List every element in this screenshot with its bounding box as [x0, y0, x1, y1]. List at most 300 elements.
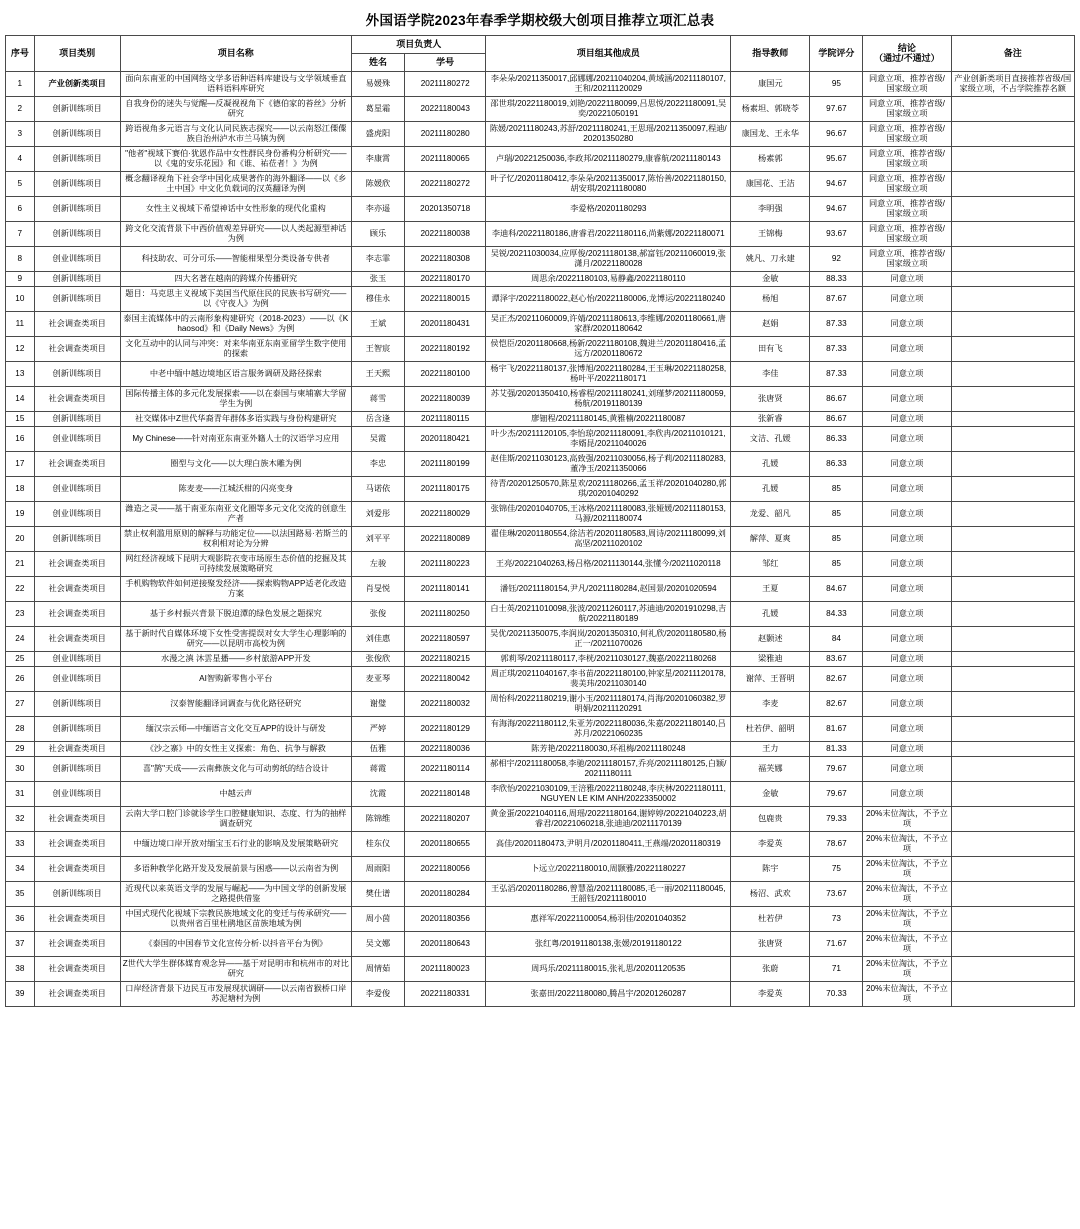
cell-leader-id: 20211180280 [404, 121, 486, 146]
cell-category: 创新训练项目 [34, 691, 120, 716]
cell-note [951, 271, 1075, 286]
cell-leader-name: 吴文娜 [352, 931, 405, 956]
cell-score: 79.33 [810, 806, 863, 831]
table-row [6, 856, 1075, 881]
cell-teacher: 杨沼、武欢 [731, 881, 810, 906]
cell-teacher: 康国花、王洁 [731, 171, 810, 196]
cell-conclusion: 20%末位淘汰，不予立项 [863, 831, 951, 856]
cell-members: 黄金蛋/20221040116,周瑶/20221180164,谢婷婷/20221040223,胡睿君/20221060218,张迪迪/20211170139 [486, 806, 731, 831]
cell-leader-id: 20221180042 [404, 666, 486, 691]
cell-conclusion: 同意立项 [863, 271, 951, 286]
cell-category: 创新训练项目 [34, 121, 120, 146]
cell-conclusion: 同意立项 [863, 411, 951, 426]
table-row [6, 146, 1075, 171]
cell-project-name: 陈麦麦——江城沃柑的闪亮变身 [120, 476, 351, 501]
table-row [6, 121, 1075, 146]
cell-category: 创新训练项目 [34, 881, 120, 906]
cell-leader-name: 刘佳惠 [352, 626, 405, 651]
cell-teacher: 李佳 [731, 361, 810, 386]
cell-score: 86.67 [810, 411, 863, 426]
cell-project-name: 《沙之寨》中的女性主义探索：角色、抗争与解救 [120, 741, 351, 756]
table-row [6, 96, 1075, 121]
cell-project-name: 手机购物软件如何逆接聚发经济——探索购物APP适老化改造方案 [120, 576, 351, 601]
cell-conclusion: 同意立项 [863, 716, 951, 741]
cell-members: 吴优/20211350075,李润岚/20201350310,何礼欣/20201180580,杨正一/20211070026 [486, 626, 731, 651]
cell-leader-id: 20201180284 [404, 881, 486, 906]
cell-leader-id: 20221180272 [404, 171, 486, 196]
cell-seq: 6 [6, 196, 35, 221]
cell-project-name: 社交媒体中Z世代华裔青年群体多语实践与身份构建研究 [120, 411, 351, 426]
cell-note [951, 246, 1075, 271]
cell-note [951, 476, 1075, 501]
cell-leader-id: 20221180043 [404, 96, 486, 121]
table-row [6, 71, 1075, 96]
cell-leader-name: 葛星霜 [352, 96, 405, 121]
cell-project-name: My Chinese——针对南亚东南亚外籍人士的汉语学习应用 [120, 426, 351, 451]
cell-seq: 25 [6, 651, 35, 666]
cell-score: 73 [810, 906, 863, 931]
cell-score: 85 [810, 526, 863, 551]
cell-score: 70.33 [810, 981, 863, 1006]
cell-category: 创业训练项目 [34, 246, 120, 271]
header-seq: 序号 [6, 36, 35, 72]
cell-note [951, 931, 1075, 956]
cell-leader-id: 20211180141 [404, 576, 486, 601]
cell-seq: 37 [6, 931, 35, 956]
cell-members: 有海海/20221180112,朱亚芳/20221180036,朱嘉/20221180140,吕苏月/20221060235 [486, 716, 731, 741]
cell-note [951, 856, 1075, 881]
cell-leader-name: 岳含逢 [352, 411, 405, 426]
cell-seq: 18 [6, 476, 35, 501]
cell-conclusion: 同意立项 [863, 476, 951, 501]
cell-score: 71 [810, 956, 863, 981]
cell-leader-name: 刘平平 [352, 526, 405, 551]
cell-project-name: 题目：马克思主义视域下美国当代原住民的民族书写研究——以《守夜人》为例 [120, 286, 351, 311]
cell-teacher: 王力 [731, 741, 810, 756]
cell-category: 社会调查类项目 [34, 956, 120, 981]
cell-teacher: 文洁、孔媛 [731, 426, 810, 451]
table-row [6, 956, 1075, 981]
cell-conclusion: 同意立项 [863, 311, 951, 336]
cell-teacher: 田有飞 [731, 336, 810, 361]
cell-conclusion: 同意立项 [863, 336, 951, 361]
cell-project-name: 女性主义视域下希望神话中女性形象的现代化重构 [120, 196, 351, 221]
cell-category: 创新训练项目 [34, 411, 120, 426]
cell-category: 社会调查类项目 [34, 856, 120, 881]
table-row [6, 906, 1075, 931]
cell-members: 王弘滔/20201180286,曾慧盈/20211180085,毛一丽/20211180045,王韶钰/20211180010 [486, 881, 731, 906]
cell-leader-id: 20221180056 [404, 856, 486, 881]
cell-leader-id: 20221180039 [404, 386, 486, 411]
cell-members: 郭莉琴/20211180117,李桄/20211030127,魏嘉/20221180268 [486, 651, 731, 666]
cell-category: 创新训练项目 [34, 221, 120, 246]
cell-conclusion: 同意立项 [863, 551, 951, 576]
table-row [6, 601, 1075, 626]
cell-members: 高佳/20201180473,尹明月/20201180411,王燕端/20201180319 [486, 831, 731, 856]
cell-category: 创新训练项目 [34, 361, 120, 386]
cell-teacher: 杨素郭 [731, 146, 810, 171]
cell-members: 周怡科/20221180219,谢小玉/20211180174,肖海/20201060382,罗明娟/20211120291 [486, 691, 731, 716]
cell-leader-id: 20211180023 [404, 956, 486, 981]
cell-score: 87.33 [810, 311, 863, 336]
cell-note [951, 146, 1075, 171]
cell-note [951, 171, 1075, 196]
cell-note [951, 691, 1075, 716]
cell-conclusion: 20%末位淘汰，不予立项 [863, 956, 951, 981]
cell-members: 陈媛/20211180243,苏舒/20211180241,王思瑶/20211350097,程迪/20201350280 [486, 121, 731, 146]
table-row [6, 221, 1075, 246]
cell-note [951, 651, 1075, 666]
cell-seq: 8 [6, 246, 35, 271]
cell-conclusion: 同意立项 [863, 451, 951, 476]
header-note: 备注 [951, 36, 1075, 72]
cell-project-name: 自我身份的迷失与觉醒—反凝视视角下《德伯家的苔丝》分析研究 [120, 96, 351, 121]
cell-teacher: 杨素坦、郭晓苓 [731, 96, 810, 121]
cell-project-name: 水漫之滇 沐雲星播——乡村旅游APP开发 [120, 651, 351, 666]
cell-score: 85 [810, 501, 863, 526]
cell-note [951, 781, 1075, 806]
cell-score: 75 [810, 856, 863, 881]
cell-leader-id: 20221180597 [404, 626, 486, 651]
cell-seq: 17 [6, 451, 35, 476]
header-conclusion-main: 结论 [897, 42, 916, 53]
cell-note: 产业创新类项目直接推荐省级/国家级立项，不占学院推荐名额 [951, 71, 1075, 96]
cell-category: 创新训练项目 [34, 171, 120, 196]
table-row [6, 666, 1075, 691]
cell-teacher: 张新睿 [731, 411, 810, 426]
cell-leader-id: 20201180421 [404, 426, 486, 451]
cell-leader-id: 20221180215 [404, 651, 486, 666]
cell-leader-name: 桂东仪 [352, 831, 405, 856]
cell-score: 81.33 [810, 741, 863, 756]
cell-teacher: 王锦梅 [731, 221, 810, 246]
cell-members: 惠祥军/20221100054,杨羽佳/20201040352 [486, 906, 731, 931]
cell-category: 社会调查类项目 [34, 741, 120, 756]
table-row [6, 411, 1075, 426]
cell-teacher: 福芙娜 [731, 756, 810, 781]
cell-members: 赵佳斯/20211030123,高致强/20211030056,杨子莉/20211180283,董净玉/20211350066 [486, 451, 731, 476]
cell-leader-id: 20221180036 [404, 741, 486, 756]
cell-conclusion: 同意立项、推荐省级/国家级立项 [863, 146, 951, 171]
cell-note [951, 526, 1075, 551]
header-members: 项目组其他成员 [486, 36, 731, 72]
cell-leader-id: 20211180223 [404, 551, 486, 576]
cell-conclusion: 20%末位淘汰，不予立项 [863, 806, 951, 831]
cell-conclusion: 同意立项 [863, 361, 951, 386]
cell-leader-id: 20221180192 [404, 336, 486, 361]
cell-project-name: 圈型与文化——以大理白族木雕为例 [120, 451, 351, 476]
table-row [6, 501, 1075, 526]
cell-note [951, 286, 1075, 311]
cell-leader-id: 20221180038 [404, 221, 486, 246]
cell-members: 侯恺臣/20201180668,杨新/20221180108,魏进兰/20201180416,孟远方/20201180672 [486, 336, 731, 361]
cell-seq: 5 [6, 171, 35, 196]
cell-seq: 23 [6, 601, 35, 626]
cell-members: 张嘉田/20221180080,腾昌宇/20201260287 [486, 981, 731, 1006]
cell-leader-id: 20221180100 [404, 361, 486, 386]
cell-leader-name: 刘爱彤 [352, 501, 405, 526]
cell-note [951, 311, 1075, 336]
cell-seq: 16 [6, 426, 35, 451]
cell-seq: 34 [6, 856, 35, 881]
cell-category: 创业训练项目 [34, 651, 120, 666]
cell-category: 社会调查类项目 [34, 336, 120, 361]
cell-members: 张红粤/20191180138,张媛/20191180122 [486, 931, 731, 956]
cell-project-name: Z世代大学生群体媒育观念异——基于对昆明市和杭州市的对比研究 [120, 956, 351, 981]
cell-leader-name: 周情茹 [352, 956, 405, 981]
cell-note [951, 666, 1075, 691]
cell-note [951, 716, 1075, 741]
cell-note [951, 626, 1075, 651]
cell-members: 叶少杰/20211120105,李怡琼/20211180091,李欣冉/20211010121,李婿昆/20211040026 [486, 426, 731, 451]
cell-teacher: 陈宇 [731, 856, 810, 881]
cell-leader-id: 20211180115 [404, 411, 486, 426]
table-row [6, 361, 1075, 386]
cell-teacher: 孔媛 [731, 601, 810, 626]
cell-leader-name: 李忠 [352, 451, 405, 476]
cell-leader-name: 樊仕谱 [352, 881, 405, 906]
cell-seq: 36 [6, 906, 35, 931]
cell-category: 社会调查类项目 [34, 831, 120, 856]
cell-leader-id: 20201180356 [404, 906, 486, 931]
cell-conclusion: 同意立项、推荐省级/国家级立项 [863, 221, 951, 246]
table-row [6, 526, 1075, 551]
cell-conclusion: 同意立项 [863, 501, 951, 526]
cell-seq: 33 [6, 831, 35, 856]
cell-seq: 4 [6, 146, 35, 171]
cell-category: 创新训练项目 [34, 96, 120, 121]
cell-note [951, 956, 1075, 981]
cell-seq: 31 [6, 781, 35, 806]
cell-teacher: 杨旭 [731, 286, 810, 311]
cell-category: 社会调查类项目 [34, 601, 120, 626]
cell-leader-id: 20201180655 [404, 831, 486, 856]
table-header [6, 36, 1075, 72]
cell-teacher: 康国龙、王永华 [731, 121, 810, 146]
cell-category: 创新训练项目 [34, 196, 120, 221]
header-leader-name: 姓名 [352, 53, 405, 71]
cell-seq: 11 [6, 311, 35, 336]
table-row [6, 551, 1075, 576]
table-row [6, 781, 1075, 806]
cell-conclusion: 同意立项 [863, 576, 951, 601]
cell-leader-name: 周雨阳 [352, 856, 405, 881]
cell-note [951, 426, 1075, 451]
cell-seq: 38 [6, 956, 35, 981]
table-row [6, 716, 1075, 741]
cell-score: 82.67 [810, 691, 863, 716]
cell-teacher: 张唐贤 [731, 931, 810, 956]
cell-seq: 15 [6, 411, 35, 426]
cell-members: 杨宇飞/20221180137,张博旭/20221180284,王玉琳/20221180258,杨叶平/20221180171 [486, 361, 731, 386]
cell-leader-id: 20221180170 [404, 271, 486, 286]
cell-conclusion: 同意立项、推荐省级/国家级立项 [863, 71, 951, 96]
cell-members: 吴锐/20211030034,应厚俊/20211180138,郝富钰/20211060019,张潇月/20221180028 [486, 246, 731, 271]
cell-teacher: 解萍、夏爽 [731, 526, 810, 551]
table-row [6, 691, 1075, 716]
cell-category: 社会调查类项目 [34, 386, 120, 411]
cell-seq: 29 [6, 741, 35, 756]
cell-project-name: 多语种教学化路开发及发展前景与困惑——以云南省为例 [120, 856, 351, 881]
cell-category: 创业训练项目 [34, 476, 120, 501]
cell-score: 87.33 [810, 336, 863, 361]
cell-teacher: 赵娟 [731, 311, 810, 336]
cell-teacher: 龙爱、韶凡 [731, 501, 810, 526]
cell-leader-name: 陈媛欣 [352, 171, 405, 196]
table-row [6, 741, 1075, 756]
cell-project-name: AI智购新零售小平台 [120, 666, 351, 691]
cell-members: 吴正杰/20211060009,许婧/20211180613,李维娜/20201180661,唐家群/20201180642 [486, 311, 731, 336]
cell-conclusion: 20%末位淘汰，不予立项 [863, 856, 951, 881]
cell-seq: 9 [6, 271, 35, 286]
cell-project-name: 概念翻译视角下社会学中国化成果著作的海外翻译——以《乡土中国》中文化负载词的汉英翻译为例 [120, 171, 351, 196]
cell-teacher: 梁雅迪 [731, 651, 810, 666]
cell-members: 卢瑞/20221250036,李政邦/20211180279,康睿航/20211180143 [486, 146, 731, 171]
cell-members: 郝相宇/20211180058,李驰/20211180157,乔亮/20211180125,白颖/20211180111 [486, 756, 731, 781]
cell-members: 廖钿程/20211180145,黄雅楠/20221180087 [486, 411, 731, 426]
cell-leader-name: 穆佳永 [352, 286, 405, 311]
cell-leader-name: 盛虎阳 [352, 121, 405, 146]
cell-leader-id: 20211180065 [404, 146, 486, 171]
cell-seq: 14 [6, 386, 35, 411]
cell-category: 社会调查类项目 [34, 551, 120, 576]
cell-category: 社会调查类项目 [34, 451, 120, 476]
cell-category: 社会调查类项目 [34, 311, 120, 336]
cell-score: 84.67 [810, 576, 863, 601]
cell-note [951, 411, 1075, 426]
cell-teacher: 李爱英 [731, 831, 810, 856]
cell-seq: 39 [6, 981, 35, 1006]
header-leader-group: 项目负责人 [352, 36, 486, 54]
cell-members: 张锦佳/20201040705,王冰格/20211180083,张娅媛/20211180153,马源/20211180074 [486, 501, 731, 526]
cell-conclusion: 同意立项 [863, 286, 951, 311]
cell-project-name: 中越云声 [120, 781, 351, 806]
cell-seq: 24 [6, 626, 35, 651]
cell-leader-name: 伍雅 [352, 741, 405, 756]
cell-category: 创新训练项目 [34, 286, 120, 311]
cell-leader-id: 20221180089 [404, 526, 486, 551]
cell-members: 潘钰/20211180154,尹凡/20211180284,赵国景/20201020594 [486, 576, 731, 601]
cell-score: 84 [810, 626, 863, 651]
cell-leader-name: 左骏 [352, 551, 405, 576]
table-row [6, 271, 1075, 286]
cell-note [951, 906, 1075, 931]
cell-seq: 20 [6, 526, 35, 551]
cell-score: 79.67 [810, 781, 863, 806]
cell-leader-id: 20211180272 [404, 71, 486, 96]
cell-project-name: 文化互动中的认同与冲突：对来华南亚东南亚留学生数字使用的探索 [120, 336, 351, 361]
cell-leader-id: 20221180308 [404, 246, 486, 271]
cell-leader-name: 李亦遥 [352, 196, 405, 221]
cell-leader-id: 20201350718 [404, 196, 486, 221]
table-row [6, 651, 1075, 666]
table-row [6, 831, 1075, 856]
cell-score: 86.33 [810, 451, 863, 476]
cell-conclusion: 同意立项 [863, 601, 951, 626]
table-row [6, 336, 1075, 361]
cell-score: 87.33 [810, 361, 863, 386]
cell-members: 谭泽宇/20221180022,赵心怡/20221180006,龙博运/20221180240 [486, 286, 731, 311]
cell-score: 88.33 [810, 271, 863, 286]
cell-members: 白士英/20211010098,张波/20211260117,苏迪迪/20201910298,吉航/20221180189 [486, 601, 731, 626]
cell-conclusion: 同意立项 [863, 756, 951, 781]
table-row [6, 426, 1075, 451]
cell-conclusion: 同意立项 [863, 691, 951, 716]
cell-leader-name: 李康霄 [352, 146, 405, 171]
cell-leader-id: 20221180331 [404, 981, 486, 1006]
cell-leader-id: 20211180175 [404, 476, 486, 501]
cell-leader-name: 陈锦维 [352, 806, 405, 831]
cell-conclusion: 同意立项 [863, 426, 951, 451]
cell-teacher: 杜若伊 [731, 906, 810, 931]
cell-project-name: 泰国主流媒体中的云南形象构建研究（2018-2023）——以《Khaosod》和《Daily News》为例 [120, 311, 351, 336]
cell-score: 96.67 [810, 121, 863, 146]
cell-score: 93.67 [810, 221, 863, 246]
cell-note [951, 361, 1075, 386]
cell-leader-id: 20221180032 [404, 691, 486, 716]
cell-conclusion: 同意立项 [863, 666, 951, 691]
cell-seq: 3 [6, 121, 35, 146]
cell-leader-id: 20221180148 [404, 781, 486, 806]
cell-score: 78.67 [810, 831, 863, 856]
cell-seq: 30 [6, 756, 35, 781]
cell-note [951, 551, 1075, 576]
cell-note [951, 386, 1075, 411]
cell-conclusion: 同意立项、推荐省级/国家级立项 [863, 196, 951, 221]
cell-score: 95 [810, 71, 863, 96]
cell-category: 创新训练项目 [34, 756, 120, 781]
cell-score: 85 [810, 476, 863, 501]
cell-seq: 7 [6, 221, 35, 246]
header-category: 项目类别 [34, 36, 120, 72]
cell-score: 87.67 [810, 286, 863, 311]
cell-leader-name: 易媛殊 [352, 71, 405, 96]
cell-members: 周玛乐/20211180015,张礼思/20201120535 [486, 956, 731, 981]
cell-teacher: 李明强 [731, 196, 810, 221]
cell-project-name: 《泰国的中国春节文化宣传分析·以抖音平台为例》 [120, 931, 351, 956]
cell-project-name: 跨语视角多元语言与文化认同民族志探究——以云南怒江傈僳族自治州泸水市兰马镇为例 [120, 121, 351, 146]
cell-teacher: 孔媛 [731, 476, 810, 501]
cell-teacher: 金敏 [731, 271, 810, 286]
cell-seq: 32 [6, 806, 35, 831]
cell-leader-name: 王天熙 [352, 361, 405, 386]
cell-leader-name: 谢璧 [352, 691, 405, 716]
cell-category: 产业创新类项目 [34, 71, 120, 96]
cell-teacher: 张蔚 [731, 956, 810, 981]
cell-conclusion: 同意立项 [863, 386, 951, 411]
table-row [6, 451, 1075, 476]
table-row [6, 196, 1075, 221]
cell-project-name: 近现代以来英语文学的发展与崛起——为中国文学的创新发展之路提供借鉴 [120, 881, 351, 906]
table-row [6, 386, 1075, 411]
cell-seq: 27 [6, 691, 35, 716]
header-row-1 [6, 36, 1075, 54]
cell-leader-id: 20201180431 [404, 311, 486, 336]
cell-teacher: 孔媛 [731, 451, 810, 476]
cell-project-name: "他者"视域下赛伯·犹恩作品中女性群民身份番构分析研究——以《鬼的安乐花园》和《谁、祐莅者！》为例 [120, 146, 351, 171]
cell-score: 85 [810, 551, 863, 576]
cell-project-name: 基于乡村振兴背景下脱迫潭的绿色发展之题探究 [120, 601, 351, 626]
cell-conclusion: 同意立项 [863, 626, 951, 651]
cell-project-name: 口岸经济背景下边民互市发展现状调研——以云南省猴桥口岸苏泥塘村为例 [120, 981, 351, 1006]
cell-note [951, 96, 1075, 121]
cell-score: 82.67 [810, 666, 863, 691]
cell-project-name: 汉泰智能翻译词调查与优化路径研究 [120, 691, 351, 716]
cell-note [951, 601, 1075, 626]
table-row [6, 246, 1075, 271]
cell-leader-name: 蒋霞 [352, 756, 405, 781]
header-leader-id: 学号 [404, 53, 486, 71]
